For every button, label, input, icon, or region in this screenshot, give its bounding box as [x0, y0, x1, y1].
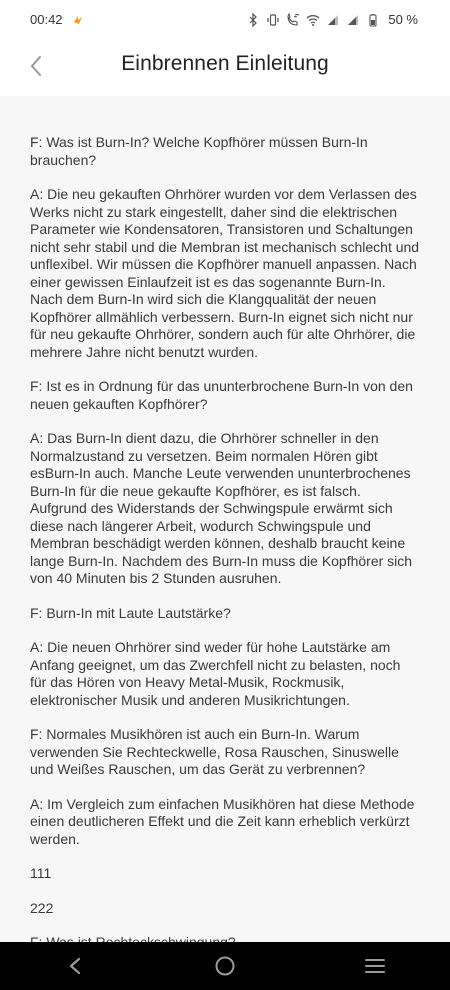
nav-back-button[interactable]	[45, 942, 105, 990]
recents-nav-icon	[364, 957, 386, 975]
faq-text	[0, 96, 450, 986]
faq-answer: A: Die neu gekauften Ohrhörer wurden vor dem Verlassen des Werks nicht zu stark eingestellt, daher sind die elektrischen Parameter wie Kondensatoren, Transistoren und Schaltungen nicht sehr stabil und die Membran ist mechanisch schlecht und unflexibel. Wir müssen die Kopfhörer manuell anpassen. Nach einer gewissen Einlaufzeit ist es das sogenannte Burn-In. Nach dem Burn-In wird sich die Klangqualität der neuen Kopfhörer allmählich verbessern. Burn-In eignet sich nicht nur für neu gekaufte Ohrhörer, sondern auch für alte Ohrhörer, die mehrere Jahre nicht benutzt wurden.	[30, 186, 420, 360]
app-header	[0, 42, 450, 96]
status-time: 00:42	[30, 12, 63, 27]
faq-answer: A: Das Burn-In dient dazu, die Ohrhörer schneller in den Normalzustand zu versetzen. Beim normalen Hören gibt esBurn-In auch. Manche Leute verwenden ununterbrochenes Burn-In für die neue gekaufte Kopfhörer, es ist falsch. Aufgrund des Widerstands der Schwingspule erwärmt sich diese nach längerer Arbeit, wodurch Schwingspule und Membran beschädigt werden können, deshalb braucht keine lange Burn-In. Nachdem des Burn-In muss die Kopfhörer sich von 40 Minuten bis 2 Stunden ausruhen.	[30, 430, 413, 586]
faq-question: F: Normales Musikhören ist auch ein Burn-In. Warum verwenden Sie Rechteckwelle, Rosa Rauschen, Sinuswelle und Weißes Rauschen, um das Gerät zu verbrennen?	[30, 726, 399, 777]
back-nav-icon	[67, 957, 83, 975]
bluetooth-icon	[246, 13, 260, 27]
battery-icon	[366, 13, 380, 27]
battery-percentage: 50 %	[388, 12, 418, 27]
nav-home-button[interactable]	[195, 942, 255, 990]
wifi-icon	[306, 13, 320, 27]
faq-text-line: 222	[30, 899, 54, 916]
faq-question: F: Burn-In mit Laute Lautstärke?	[30, 604, 231, 621]
system-nav-bar	[0, 942, 450, 990]
faq-answer: A: Im Vergleich zum einfachen Musikhören hat diese Methode einen deutlicheren Effekt und die Zeit kann erheblich verkürzt werden.	[30, 795, 415, 847]
signal-icon	[346, 13, 360, 27]
faq-answer: A: Die neuen Ohrhörer sind weder für hohe Lautstärke am Anfang geeignet, um das Zwerchfell nicht zu belasten, noch für das Hören von Heavy Metal-Musik, Rockmusik, elektronischer Musik und anderen Musikrichtungen.	[30, 639, 401, 708]
status-bar-left	[30, 12, 85, 27]
faq-question: F: Ist es in Ordnung für das ununterbrochene Burn-In von den neuen gekauften Kopfhörer?	[30, 378, 413, 412]
signal-icon	[326, 13, 340, 27]
faq-question: F: Was ist Burn-In? Welche Kopfhörer müssen Burn-In brauchen?	[30, 134, 368, 168]
content-area[interactable]	[0, 96, 450, 970]
fire-icon	[71, 13, 85, 27]
faq-text-line: 111	[30, 865, 52, 881]
home-nav-icon	[214, 955, 236, 977]
nav-recents-button[interactable]	[345, 942, 405, 990]
status-bar-right	[246, 12, 418, 27]
vibrate-icon	[266, 13, 280, 27]
page-title: Einbrennen Einleitung	[121, 52, 329, 75]
status-bar	[0, 0, 450, 42]
wifi-call-icon	[286, 13, 300, 27]
